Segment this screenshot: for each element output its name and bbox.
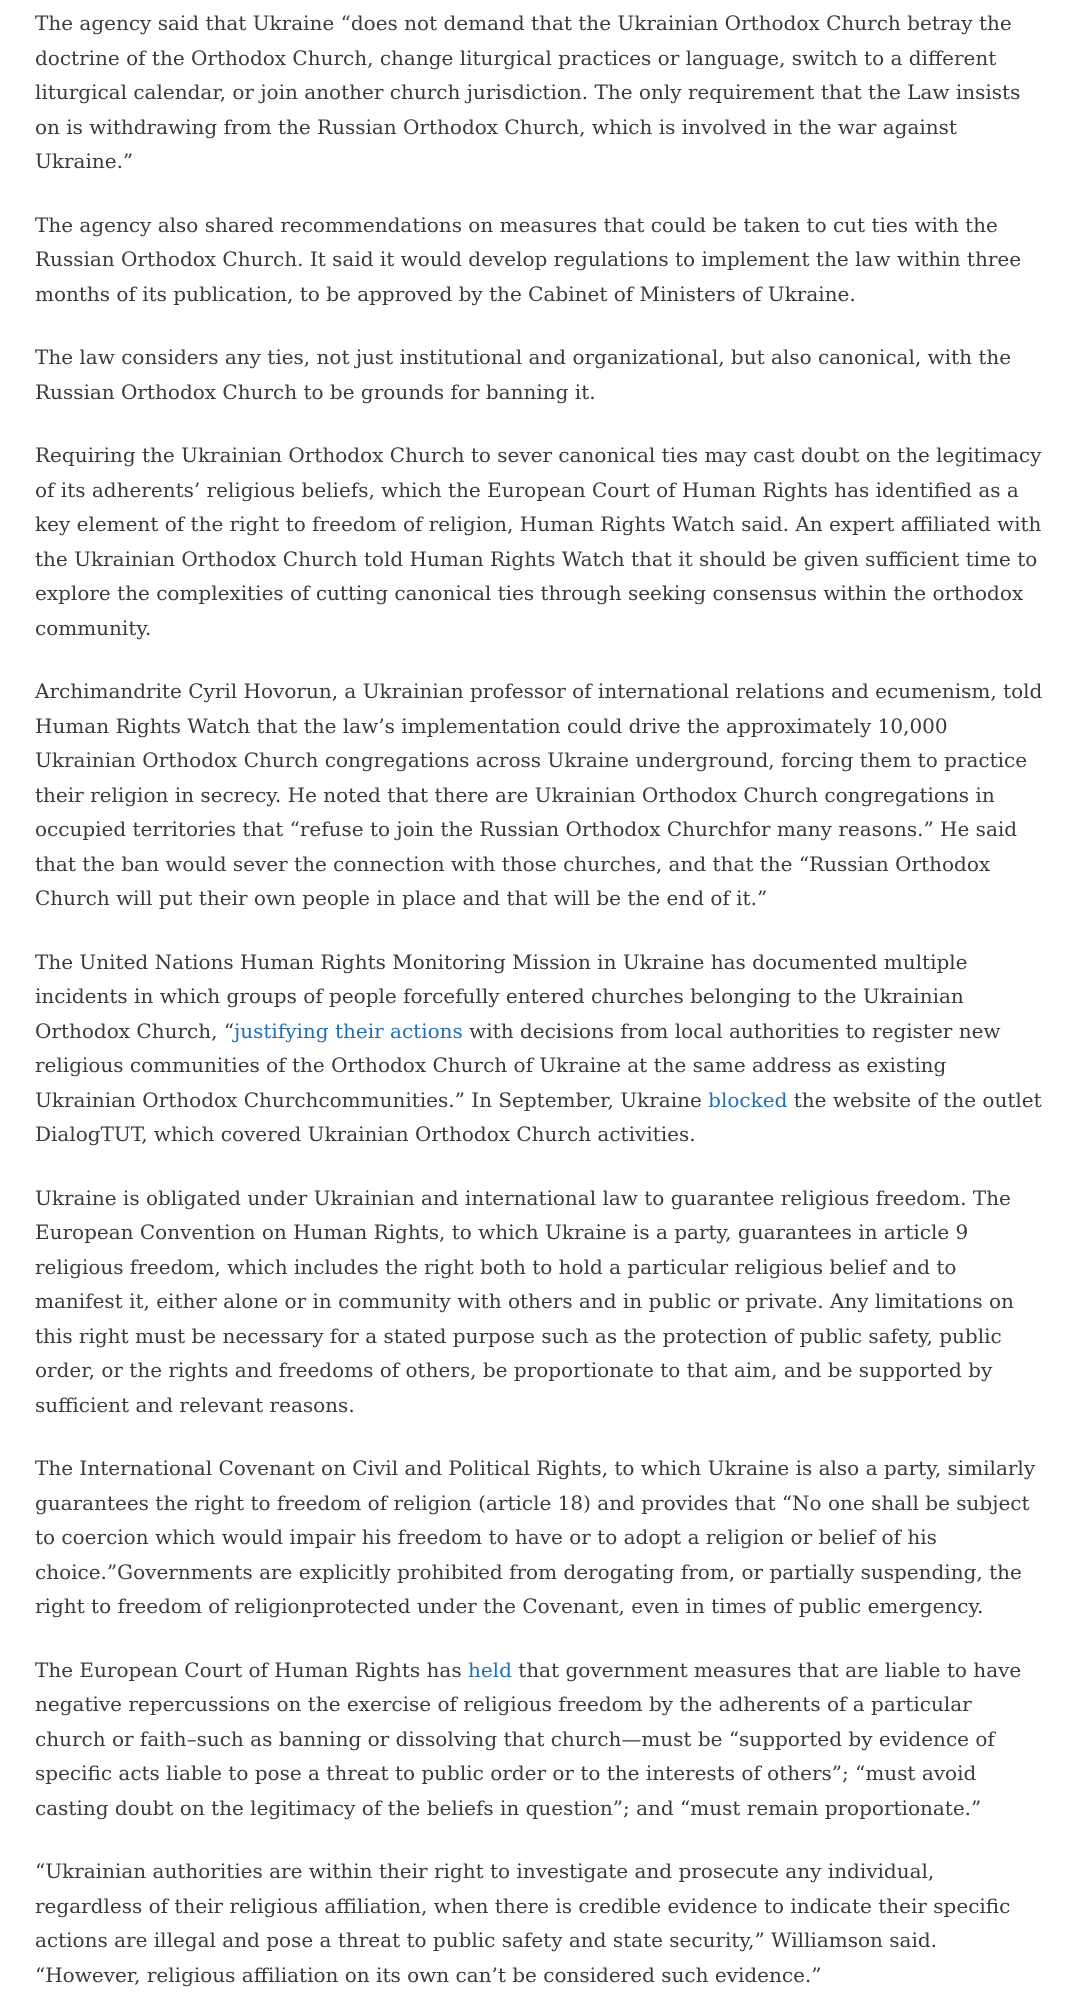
paragraph-text: The United Nations Human Rights Monitoring Mission in Ukraine has documented multiple incidents in which groups of people forcefully entered churches belonging to the Ukrainian Orthodox Church, “ [35, 949, 968, 1043]
paragraph-text: that government measures that are liable to have negative repercussions on the exercise of religious freedom by the adherents of a particular church or faith–such as banning or dissolving that church—must be “supported by evidence of specific acts liable to pose a threat to public order or to the interests of others”; “must avoid casting doubt on the legitimacy of the beliefs in question”; and “must remain proportionate.” [35, 1657, 1022, 1820]
justifying-actions-link[interactable]: justifying their actions [234, 1018, 463, 1043]
blocked-link[interactable]: blocked [708, 1087, 788, 1112]
paragraph-text: the website of the outlet DialogTUT, which covered Ukrainian Orthodox Church activities. [35, 1087, 1042, 1146]
paragraph-canonical-ties: Requiring the Ukrainian Orthodox Church to sever canonical ties may cast doubt on the legitimacy of its adherents’ religious beliefs, which the European Court of Human Rights has identified as a key element of the right to freedom of religion, Human Rights Watch said. An expert affiliated with the Ukrainian Orthodox Church told Human Rights Watch that it should be given sufficient time to explore the complexities of cutting canonical ties through seeking consensus within the orthodox community. [35, 443, 1042, 640]
paragraph-un-monitoring [35, 945, 1046, 1152]
paragraph-echr-held [35, 1653, 1046, 1826]
paragraph-religious-freedom-obligation: Ukraine is obligated under Ukrainian and international law to guarantee religious freedom. The European Convention on Human Rights, to which Ukraine is a party, guarantees in article 9 religious freedom, which includes the right both to hold a particular religious belief and to manifest it, either alone or in community with others and in public or private. Any limitations on this right must be necessary for a stated purpose such as the protection of public safety, public order, or the rights and freedoms of others, be proportionate to that aim, and be supported by sufficient and relevant reasons. [35, 1185, 1014, 1417]
paragraph-hovorun: Archimandrite Cyril Hovorun, a Ukrainian professor of international relations and ecumenism, told Human Rights Watch that the law’s implementation could drive the approximately 10,000 Ukrainian Orthodox Church congregations across Ukraine underground, forcing them to practice their religion in secrecy. He noted that there are Ukrainian Orthodox Church congregations in occupied territories that “refuse to join the Russian Orthodox Churchfor many reasons.” He said that the ban would sever the connection with those churches, and that the “Russian Orthodox Church will put their own people in place and that will be the end of it.” [35, 679, 1043, 910]
paragraph-williamson-quote: “Ukrainian authorities are within their right to investigate and prosecute any individual, regardless of their religious affiliation, when there is credible evidence to indicate their specific actions are illegal and pose a threat to public safety and state security,” Williamson said. “However, religious affiliation on its own can’t be considered such evidence.” [35, 1859, 1011, 1987]
held-link[interactable]: held [467, 1657, 512, 1682]
paragraph-text: with decisions from local authorities to register new religious communities of the Orthodox Church of Ukraine at the same address as existing Ukrainian Orthodox Churchcommunities.” In September, Ukraine [35, 1018, 1001, 1112]
paragraph-law-ties: The law considers any ties, not just institutional and organizational, but also canonical, with the Russian Orthodox Church to be grounds for banning it. [35, 345, 1012, 404]
paragraph-recommendations: The agency also shared recommendations on measures that could be taken to cut ties with the Russian Orthodox Church. It said it would develop regulations to implement the law within three months of its publication, to be approved by the Cabinet of Ministers of Ukraine. [35, 212, 1022, 306]
paragraph-text: The European Court of Human Rights has [35, 1657, 468, 1682]
paragraph-iccpr: The International Covenant on Civil and Political Rights, to which Ukraine is also a party, similarly guarantees the right to freedom of religion (article 18) and provides that “No one shall be subject to coercion which would impair his freedom to have or to adopt a religion or belief of his choice.”Governments are explicitly prohibited from derogating from, or partially suspending, the right to freedom of religionprotected under the Covenant, even in times of public emergency. [35, 1456, 1036, 1618]
paragraph-agency-statement: The agency said that Ukraine “does not demand that the Ukrainian Orthodox Church betray the doctrine of the Orthodox Church, change liturgical practices or language, switch to a different liturgical calendar, or join another church jurisdiction. The only requirement that the Law insists on is withdrawing from the Russian Orthodox Church, which is involved in the war against Ukraine.” [35, 11, 1021, 173]
